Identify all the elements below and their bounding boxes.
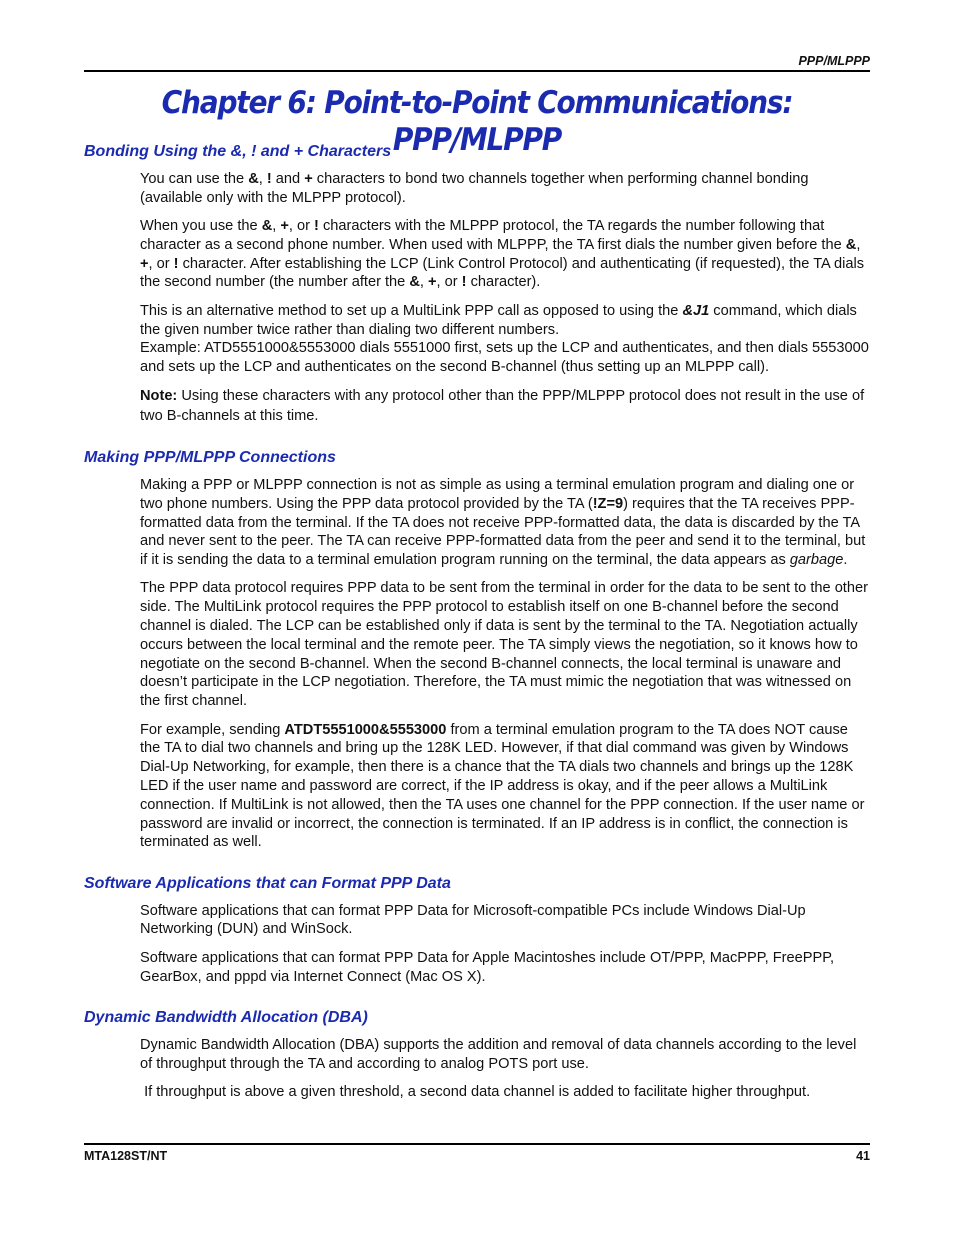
section-heading-software: Software Applications that can Format PPP Data [84, 874, 451, 892]
paragraph-making-1: Making a PPP or MLPPP connection is not as simple as using a terminal emulation program and dialing one or two phone numbers. Using the PPP data protocol provided by the TA (!Z=9) requires that the TA receives PPP-formatted data from the terminal. If the TA does not receive PPP-formatted data, the data is discarded by the TA and never sent to the peer. The TA can receive PPP-formatted data from the peer and send it to the terminal, but if it is sending the data to a terminal emulation program running on the terminal, the data appears as garbage. [140, 476, 866, 569]
paragraph-bonding-3: This is an alternative method to set up a MultiLink PPP call as opposed to using the &J1 command, which dials the given number twice rather than dialing two different numbers. Example: ATD5551000&5553000 dials 5551000 first, sets up the LCP and authenticates, and then dials 5553000 and sets up the LCP and authenticates on the second B-channel (thus setting up an MLPPP call). [140, 302, 869, 376]
running-head: PPP/MLPPP [798, 54, 870, 68]
paragraph-dba-2: If throughput is above a given threshold, a second data channel is added to facilitate higher throughput. [140, 1083, 811, 1100]
section-heading-making: Making PPP/MLPPP Connections [84, 448, 336, 466]
footer-rule [84, 1143, 870, 1145]
paragraph-bonding-2: When you use the &, +, or ! characters with the MLPPP protocol, the TA regards the number following that character as a second phone number. When used with MLPPP, the TA first dials the number given before the &, +, or ! character. After establishing the LCP (Link Control Protocol) and authenticating (if requested), the TA dials the second number (the number after the &, +, or ! character). [140, 218, 865, 291]
paragraph-dba-1: Dynamic Bandwidth Allocation (DBA) supports the addition and removal of data channels according to the level of throughput through the TA and according to analog POTS port use. [140, 1036, 857, 1072]
header-rule [84, 70, 870, 72]
paragraph-making-3: For example, sending ATDT5551000&5553000 from a terminal emulation program to the TA does NOT cause the TA to dial two channels and bring up the 128K LED. However, if that dial command was given by Windows Dial-Up Networking, for example, then there is a chance that the TA dials two channels and brings up the 128K LED if the user name and password are correct, if the IP address is okay, and if the peer allows a MultiLink connection. If MultiLink is not allowed, then the TA uses one channel for the PPP connection. If the user name or password are invalid or incorrect, the connection is terminated. If an IP address is in conflict, the connection is terminated as well. [140, 721, 865, 851]
paragraph-software-1: Software applications that can format PPP Data for Microsoft-compatible PCs include Windows Dial-Up Networking (DUN) and WinSock. [140, 902, 806, 938]
page-body [84, 142, 870, 1111]
footer-product-name: MTA128ST/NT [84, 1149, 168, 1163]
paragraph-making-2: The PPP data protocol requires PPP data to be sent from the terminal in order for the data to be sent to the other side. The MultiLink protocol requires the PPP protocol to establish itself on one B-channel before the second channel is dialed. The LCP can be established only if data is sent by the terminal to the TA. Negotiation actually occurs between the local terminal and the remote peer. The TA simply views the negotiation, so it knows how to negotiate on the second B-channel. When the second B-channel connects, the local terminal is unaware and doesn’t participate in the LCP negotiation. Therefore, the TA must mimic the negotiation that was witnessed on the first channel. [140, 580, 868, 710]
paragraph-bonding-1: You can use the &, ! and + characters to bond two channels together when performing channel bonding (available only with the MLPPP protocol). [140, 171, 809, 206]
paragraph-software-2: Software applications that can format PPP Data for Apple Macintoshes include OT/PPP, MacPPP, FreePPP, GearBox, and pppd via Internet Connect (Mac OS X). [140, 949, 835, 985]
section-heading-bonding: Bonding Using the &, ! and + Characters [84, 143, 392, 160]
paragraph-bonding-note: Note: Using these characters with any protocol other than the PPP/MLPPP protocol does not result in the use of two B-channels at this time. [140, 388, 865, 425]
chapter-title: Chapter 6: Point-to-Point Communications: PPP/MLPPP [161, 84, 793, 158]
section-heading-dba: Dynamic Bandwidth Allocation (DBA) [84, 1008, 368, 1026]
footer-page-number: 41 [856, 1149, 870, 1163]
